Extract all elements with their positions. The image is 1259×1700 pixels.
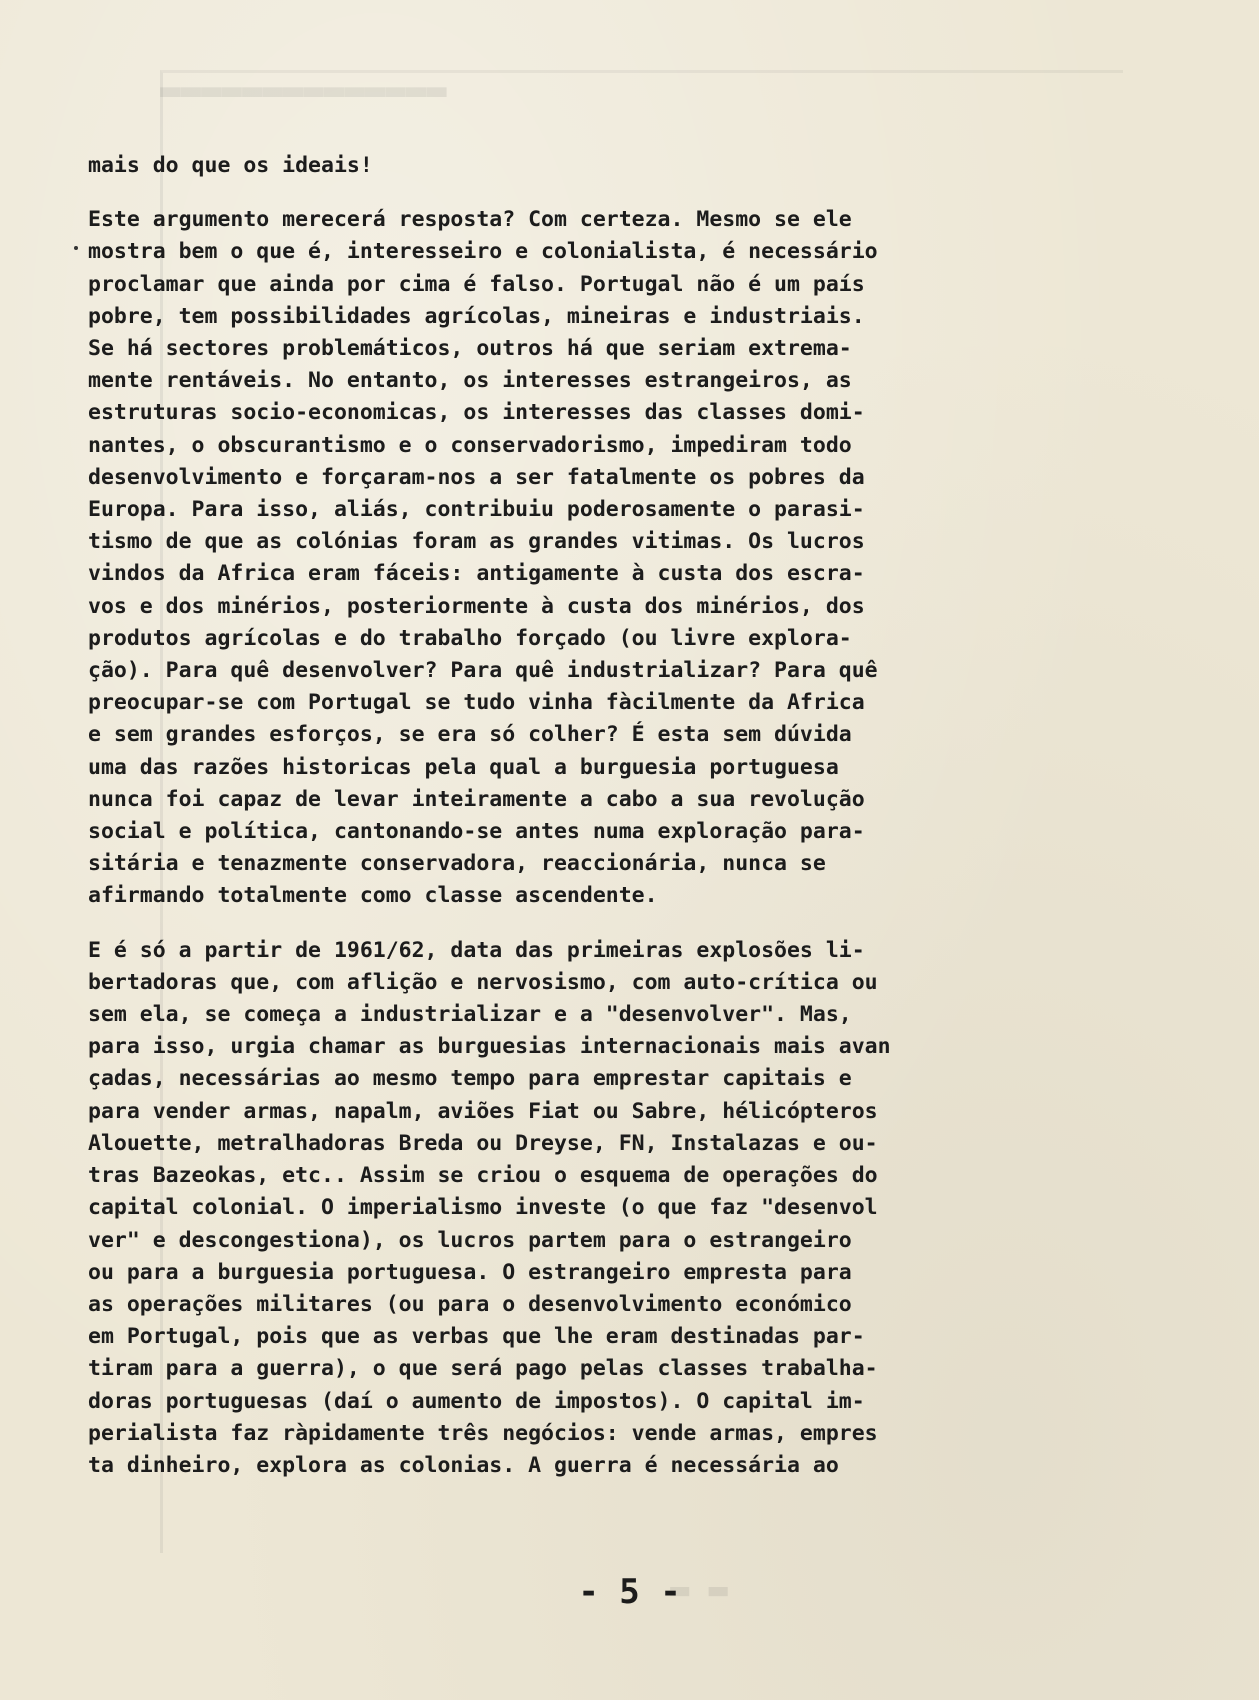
text-line: uma das razões historicas pela qual a burguesia portuguesa (88, 754, 839, 780)
text-line: social e política, cantonando-se antes numa exploração para- (88, 819, 865, 845)
page-number: - 5 - (578, 1572, 681, 1612)
text-line: perialista faz ràpidamente três negócios: vende armas, empres (88, 1420, 878, 1446)
show-through-page-number: ▬ ▬ (670, 1570, 728, 1608)
text-line: pobre, tem possibilidades agrícolas, mineiras e industriais. (88, 303, 865, 329)
text-line: mostra bem o que é, interesseiro e colonialista, é necessário (88, 239, 878, 265)
text-line: capital colonial. O imperialismo investe (o que faz "desenvol (88, 1195, 878, 1221)
text-line: ta dinheiro, explora as colonias. A guerra é necessária ao (88, 1452, 839, 1478)
show-through-heading: ▬▬▬▬▬▬▬▬▬▬▬▬▬▬ (160, 70, 447, 110)
text-line: ou para a burguesia portuguesa. O estrangeiro empresta para (88, 1259, 852, 1285)
text-line: E é só a partir de 1961/62, data das primeiras explosões li- (88, 937, 865, 963)
text-line: as operações militares (ou para o desenvolvimento económico (88, 1291, 852, 1317)
text-line: preocupar-se com Portugal se tudo vinha fàcilmente da Africa (88, 690, 865, 716)
margin-mark (74, 246, 78, 250)
text-line: Europa. Para isso, aliás, contribuiu poderosamente o parasi- (88, 497, 865, 523)
text-line: mais do que os ideais! (88, 153, 373, 178)
text-line: doras portuguesas (daí o aumento de impostos). O capital im- (88, 1388, 865, 1414)
text-line: vos e dos minérios, posteriormente à custa dos minérios, dos (88, 593, 865, 619)
text-line: Se há sectores problemáticos, outros há que seriam extrema- (88, 336, 852, 362)
paragraph-2 (88, 204, 1118, 912)
text-line: tismo de que as colónias foram as grandes vitimas. Os lucros (88, 529, 865, 555)
text-line: ção). Para quê desenvolver? Para quê industrializar? Para quê (88, 658, 878, 684)
text-line: produtos agrícolas e do trabalho forçado (ou livre explora- (88, 625, 852, 651)
text-line: ver" e descongestiona), os lucros partem para o estrangeiro (88, 1227, 852, 1253)
text-line: proclamar que ainda por cima é falso. Portugal não é um país (88, 271, 865, 297)
paragraph-3 (88, 935, 1118, 1482)
text-line: çadas, necessárias ao mesmo tempo para emprestar capitais e (88, 1066, 852, 1092)
text-line: vindos da Africa eram fáceis: antigamente à custa dos escra- (88, 561, 865, 587)
text-line: nantes, o obscurantismo e o conservadorismo, impediram todo (88, 432, 852, 458)
text-line: desenvolvimento e forçaram-nos a ser fatalmente os pobres da (88, 464, 865, 490)
text-line: nunca foi capaz de levar inteiramente a cabo a sua revolução (88, 786, 865, 812)
text-line: bertadoras que, com aflição e nervosismo, com auto-crítica ou (88, 969, 878, 995)
text-line: afirmando totalmente como classe ascendente. (88, 883, 658, 909)
text-line: tras Bazeokas, etc.. Assim se criou o esquema de operações do (88, 1163, 878, 1189)
text-line: estruturas socio-economicas, os interesses das classes domi- (88, 400, 865, 426)
text-line: para vender armas, napalm, aviões Fiat ou Sabre, hélicópteros (88, 1098, 878, 1124)
text-line: e sem grandes esforços, se era só colher? É esta sem dúvida (88, 722, 852, 748)
paragraph-1 (88, 150, 1118, 182)
text-line: sitária e tenazmente conservadora, reaccionária, nunca se (88, 851, 826, 877)
text-line: para isso, urgia chamar as burguesias internacionais mais avan (88, 1034, 891, 1060)
text-line: mente rentáveis. No entanto, os interesses estrangeiros, as (88, 368, 852, 394)
text-line: em Portugal, pois que as verbas que lhe eram destinadas par- (88, 1324, 865, 1350)
text-line: sem ela, se começa a industrializar e a "desenvolver". Mas, (88, 1002, 852, 1028)
body-text (88, 150, 1118, 1504)
text-line: Alouette, metralhadoras Breda ou Dreyse, FN, Instalazas e ou- (88, 1130, 878, 1156)
text-line: tiram para a guerra), o que será pago pelas classes trabalha- (88, 1356, 878, 1382)
text-line: Este argumento merecerá resposta? Com certeza. Mesmo se ele (88, 207, 852, 233)
